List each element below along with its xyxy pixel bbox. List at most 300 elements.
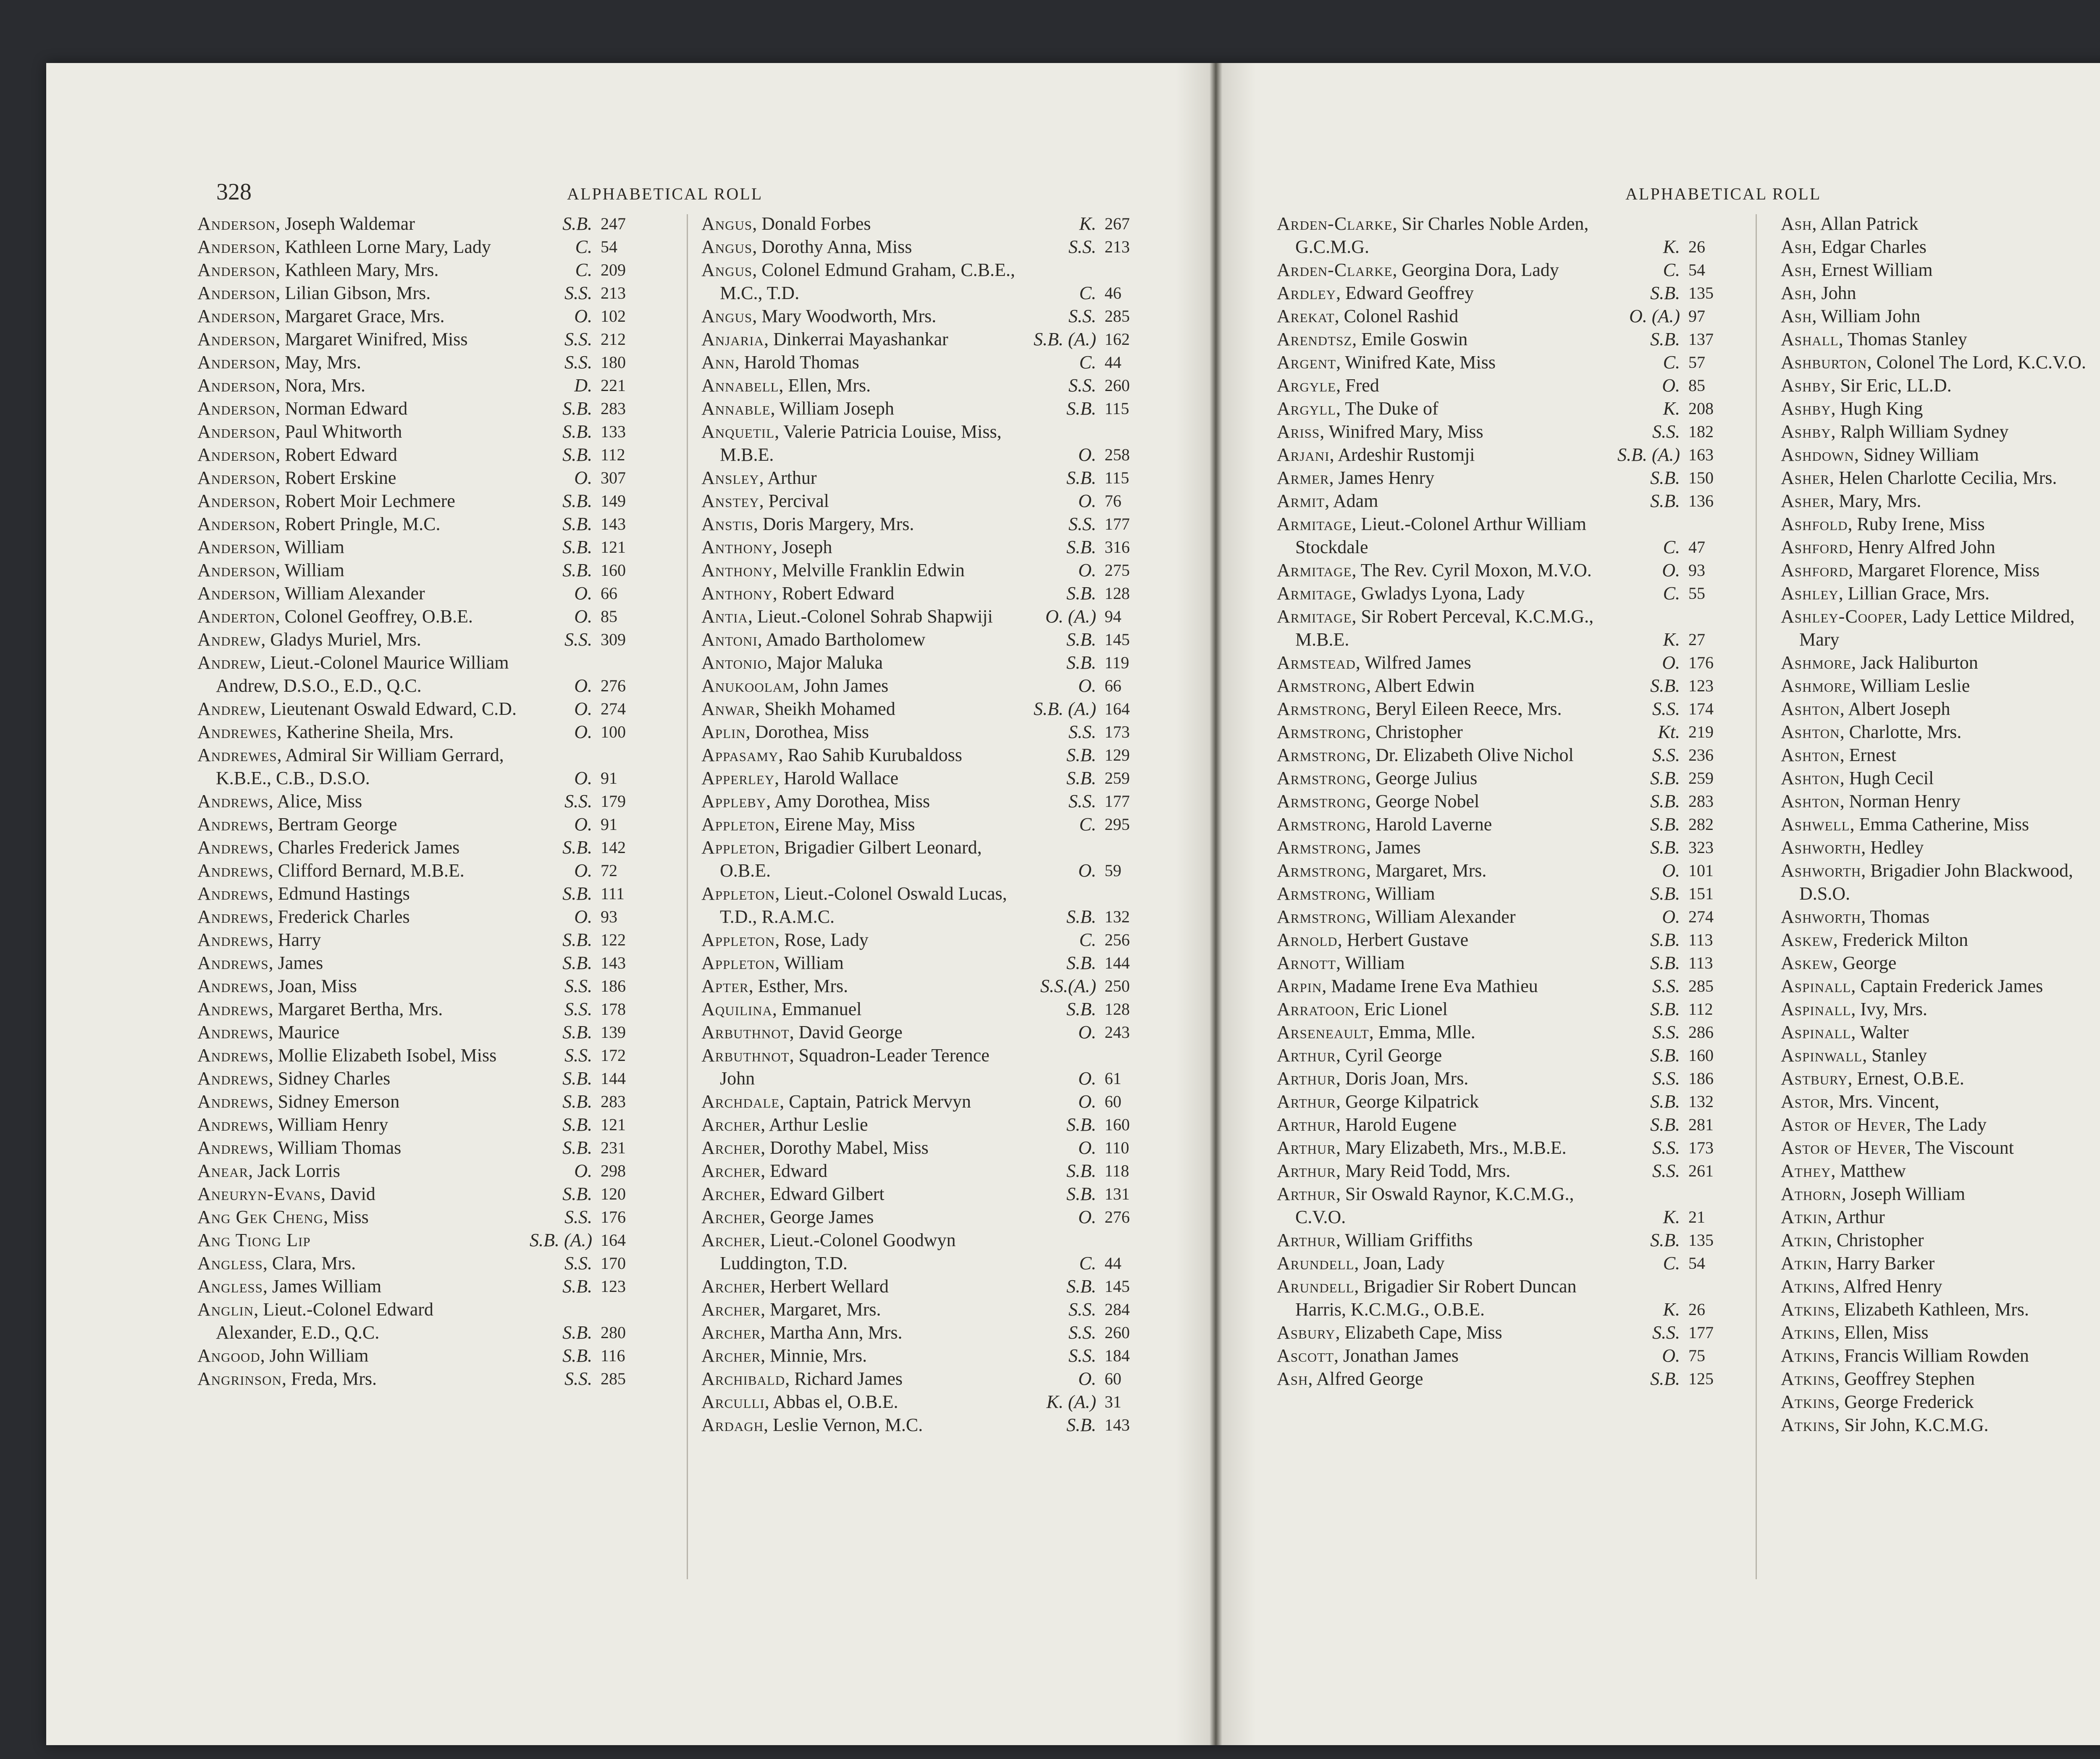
entry-given-names: , Eric Lionel: [1354, 999, 1448, 1019]
entry-class: C.: [1663, 537, 1680, 557]
entry-class: S.B.: [1066, 768, 1096, 788]
entry-given-names: , Doris Margery, Mrs.: [753, 514, 914, 534]
entry-surname: Archer: [701, 1230, 761, 1250]
entry-class: O.: [1078, 444, 1096, 465]
entry-surname: Armstead: [1277, 652, 1356, 673]
roll-entry: [701, 1413, 1147, 1436]
entry-surname: Astbury: [1781, 1068, 1848, 1089]
entry-given-names: , Norman Edward: [276, 398, 408, 419]
entry-name: [1781, 281, 2100, 305]
roll-entry: [1781, 813, 2100, 836]
entry-given-names: , Alice, Miss: [268, 791, 362, 811]
entry-surname: Argent: [1277, 352, 1336, 373]
entry-class: K.: [1079, 213, 1096, 234]
roll-entry: [197, 1021, 643, 1044]
entry-page-ref: 132: [1688, 1092, 1714, 1111]
entry-page-ref: 283: [601, 1092, 626, 1111]
roll-entry: [197, 951, 643, 974]
roll-entry: [1277, 882, 1730, 905]
entry-class: S.B.: [1066, 652, 1096, 673]
entry-given-names: , Ruby Irene, Miss: [1848, 514, 1985, 534]
entry-name: [1277, 212, 1730, 258]
roll-entry: [1781, 397, 2100, 420]
entry-surname: Armitage: [1277, 560, 1352, 580]
entry-given-names: , Margaret Grace, Mrs.: [276, 306, 445, 326]
entry-surname: Anjaria: [701, 329, 764, 349]
entry-given-names: , David: [321, 1184, 375, 1204]
entry-given-names: , David George: [789, 1022, 903, 1042]
roll-entry: [1277, 489, 1730, 512]
entry-surname: Andrews: [197, 860, 269, 881]
entry-given-names: , The Duke of: [1336, 398, 1438, 419]
entry-surname: Ashmore: [1781, 652, 1851, 673]
entry-surname: Anderson: [197, 375, 276, 396]
entry-surname: Appleton: [701, 814, 775, 835]
entry-given-names: , Major Maluka: [767, 652, 883, 673]
entry-class: S.S.: [564, 1045, 592, 1066]
entry-name: [1781, 351, 2100, 374]
entry-class: S.B.: [562, 883, 592, 904]
entry-page-ref: 44: [1105, 1254, 1121, 1273]
entry-given-names: , Albert Joseph: [1840, 698, 1950, 719]
entry-name: [1781, 536, 2100, 559]
entry-page-ref: 162: [1105, 330, 1130, 349]
entry-class: O.: [1662, 1345, 1680, 1366]
entry-given-names: , Melville Franklin Edwin: [772, 560, 965, 580]
entry-class: S.B.: [1650, 1045, 1680, 1066]
entry-surname: Aspinall: [1781, 999, 1851, 1019]
entry-surname: Atkins: [1781, 1299, 1835, 1320]
entry-page-ref: 101: [1688, 861, 1714, 880]
entry-page-ref: 145: [1105, 1277, 1130, 1296]
entry-surname: Andrews: [197, 883, 269, 904]
entry-class: S.S.: [1652, 1022, 1680, 1042]
entry-page-ref: 123: [601, 1277, 626, 1296]
entry-surname: Atkin: [1781, 1253, 1827, 1273]
entry-class: S.S.: [1652, 745, 1680, 765]
entry-given-names: , Sir Robert Perceval, K.C.M.G., M.B.E.: [1295, 606, 1594, 650]
entry-surname: Arden-Clarke: [1277, 260, 1393, 280]
entry-page-ref: 60: [1105, 1369, 1121, 1388]
right-page: [1256, 63, 2100, 1745]
entry-given-names: , Margaret Florence, Miss: [1848, 560, 2040, 580]
entry-class: C.: [1079, 814, 1096, 835]
entry-page-ref: 31: [1105, 1392, 1121, 1411]
entry-given-names: , Jack Haliburton: [1851, 652, 1978, 673]
entry-given-names: , Colonel Geoffrey, O.B.E.: [275, 606, 473, 627]
entry-page-ref: 111: [601, 884, 625, 903]
roll-entry: [1781, 790, 2100, 813]
entry-given-names: , Cyril George: [1336, 1045, 1442, 1066]
entry-surname: Andrew: [197, 629, 261, 650]
entry-given-names: , Colonel Rashid: [1334, 306, 1459, 326]
entry-name: [1781, 1136, 2100, 1159]
entry-page-ref: 72: [601, 861, 617, 880]
entry-given-names: , William: [276, 537, 344, 557]
entry-given-names: , Georgina Dora, Lady: [1392, 260, 1559, 280]
entry-given-names: , Emile Goswin: [1352, 329, 1468, 349]
entry-column: [701, 212, 1147, 1436]
entry-page-ref: 307: [601, 468, 626, 487]
entry-given-names: , Margaret, Mrs.: [1366, 860, 1487, 881]
entry-surname: Appleton: [701, 953, 775, 973]
entry-given-names: , Alfred George: [1308, 1368, 1423, 1389]
entry-surname: Atkins: [1781, 1391, 1835, 1412]
entry-class: S.B.: [1066, 583, 1096, 604]
roll-entry: [197, 1159, 643, 1182]
entry-given-names: , Sir Oswald Raynor, K.C.M.G., C.V.O.: [1295, 1184, 1574, 1227]
entry-given-names: , Jack Lorris: [248, 1160, 340, 1181]
entry-page-ref: 151: [1688, 884, 1714, 903]
entry-given-names: , Frederick Charles: [268, 906, 410, 927]
entry-surname: Anthony: [701, 583, 773, 604]
entry-page-ref: 21: [1688, 1208, 1705, 1226]
entry-given-names: , Sidney Charles: [268, 1068, 391, 1089]
entry-class: S.B.: [1066, 1415, 1096, 1435]
entry-surname: Ashton: [1781, 722, 1840, 742]
roll-entry: [701, 374, 1147, 397]
entry-given-names: , Robert Moir Lechmere: [276, 491, 455, 511]
roll-entry: [1277, 1367, 1730, 1390]
entry-class: K.: [1663, 1207, 1680, 1227]
roll-entry: [1277, 1136, 1730, 1159]
entry-class: K. (A.): [1046, 1391, 1096, 1412]
entry-given-names: , Minnie, Mrs.: [761, 1345, 867, 1366]
roll-entry: [1277, 951, 1730, 974]
entry-given-names: , May, Mrs.: [276, 352, 361, 373]
entry-given-names: , Lady Lettice Mildred, Mary: [1799, 606, 2075, 650]
entry-given-names: , Norman Henry: [1840, 791, 1961, 811]
roll-entry: [1781, 1413, 2100, 1436]
entry-given-names: , Ernest: [1840, 745, 1896, 765]
entry-surname: Anderson: [197, 560, 276, 580]
entry-name: [1781, 651, 2100, 674]
entry-given-names: , Katherine Sheila, Mrs.: [277, 722, 454, 742]
entry-given-names: , Helen Charlotte Cecilia, Mrs.: [1830, 467, 2057, 488]
entry-page-ref: 135: [1688, 1231, 1714, 1250]
entry-page-ref: 179: [601, 792, 626, 811]
entry-given-names: , Lieut.-Colonel Arthur William Stockdale: [1295, 514, 1586, 557]
entry-class: O. (A.): [1045, 606, 1096, 627]
entry-surname: Anderson: [197, 213, 276, 234]
entry-surname: Armstrong: [1277, 883, 1367, 904]
roll-entry: [1781, 328, 2100, 351]
entry-column: [1277, 212, 1730, 1390]
entry-surname: Andrews: [197, 999, 269, 1019]
entry-given-names: , Joseph: [772, 537, 832, 557]
entry-name: [1781, 212, 2100, 235]
entry-surname: Anderson: [197, 467, 276, 488]
page-number: 328: [216, 179, 252, 205]
entry-given-names: , James: [268, 953, 323, 973]
entry-class: S.S.: [564, 791, 592, 811]
entry-surname: Angrinson: [197, 1368, 282, 1389]
entry-surname: Angood: [197, 1345, 260, 1366]
entry-name: [1277, 397, 1730, 420]
entry-given-names: , Joseph William: [1841, 1184, 1965, 1204]
entry-class: S.S.: [1068, 791, 1096, 811]
entry-surname: Andrews: [197, 1091, 269, 1112]
entry-class: O.: [574, 675, 592, 696]
roll-entry: [197, 928, 643, 951]
entry-page-ref: 26: [1688, 237, 1705, 256]
entry-page-ref: 66: [601, 584, 617, 603]
entry-class: S.S.: [564, 629, 592, 650]
entry-page-ref: 143: [1105, 1415, 1130, 1434]
entry-page-ref: 116: [601, 1346, 625, 1365]
entry-name: [1781, 905, 2100, 928]
roll-entry: [701, 720, 1147, 743]
entry-name: [1781, 466, 2100, 489]
entry-name: [1277, 351, 1730, 374]
entry-page-ref: 160: [601, 561, 626, 580]
entry-surname: Ascott: [1277, 1345, 1334, 1366]
entry-surname: Atkins: [1781, 1345, 1835, 1366]
entry-class: S.B.: [1650, 1230, 1680, 1250]
entry-page-ref: 133: [601, 422, 626, 441]
entry-class: S.B.: [562, 1091, 592, 1112]
roll-entry: [701, 512, 1147, 536]
roll-entry: [1277, 1090, 1730, 1113]
entry-name: [1277, 1275, 1730, 1321]
entry-given-names: , Adam: [1325, 491, 1378, 511]
entry-page-ref: 47: [1688, 538, 1705, 557]
entry-given-names: , Allan Patrick: [1812, 213, 1919, 234]
entry-page-ref: 298: [601, 1161, 626, 1180]
roll-entry: [1781, 674, 2100, 697]
roll-entry: [701, 882, 1147, 928]
entry-page-ref: 274: [1688, 907, 1714, 926]
roll-entry: [1781, 651, 2100, 674]
entry-given-names: , John James: [794, 675, 889, 696]
entry-page-ref: 93: [1688, 561, 1705, 580]
roll-entry: [701, 1390, 1147, 1413]
entry-page-ref: 260: [1105, 376, 1130, 395]
entry-class: S.S.: [564, 352, 592, 373]
roll-entry: [1781, 905, 2100, 928]
entry-name: [1781, 1021, 2100, 1044]
entry-page-ref: 57: [1688, 353, 1705, 372]
running-head: ALPHABETICAL ROLL: [1625, 184, 1822, 203]
roll-entry: [1781, 582, 2100, 605]
entry-surname: Armstrong: [1277, 814, 1367, 835]
entry-given-names: , Eirene May, Miss: [775, 814, 915, 835]
entry-given-names: , Emmanuel: [772, 999, 862, 1019]
entry-given-names: , Robert Edward: [772, 583, 895, 604]
entry-given-names: , Geoffrey Stephen: [1835, 1368, 1975, 1389]
entry-class: O.: [1078, 1207, 1096, 1227]
entry-surname: Arratoon: [1277, 999, 1355, 1019]
roll-entry: [1277, 1229, 1730, 1252]
entry-class: S.S.: [1652, 1322, 1680, 1343]
entry-given-names: , Christopher: [1827, 1230, 1924, 1250]
entry-surname: Arekat: [1277, 306, 1335, 326]
entry-class: S.B.: [1650, 791, 1680, 811]
roll-entry: [1781, 466, 2100, 489]
entry-class: S.S.: [1068, 236, 1096, 257]
entry-surname: Anderson: [197, 491, 276, 511]
roll-entry: [1781, 605, 2100, 651]
entry-given-names: , Gladys Muriel, Mrs.: [261, 629, 421, 650]
entry-surname: Asher: [1781, 491, 1830, 511]
entry-given-names: , Arthur Leslie: [761, 1114, 868, 1135]
entry-class: S.B.: [1066, 1160, 1096, 1181]
entry-given-names: , Miss: [323, 1207, 369, 1227]
entry-given-names: , Lieut.-Colonel Maurice William Andrew, D.S.O., E.D., Q.C.: [216, 652, 509, 696]
entry-given-names: , Paul Whitworth: [276, 421, 402, 442]
entry-given-names: , Henry Alfred John: [1848, 537, 1995, 557]
entry-surname: Ashford: [1781, 537, 1849, 557]
roll-entry: [1781, 951, 2100, 974]
entry-surname: Ash: [1277, 1368, 1308, 1389]
entry-name: [1781, 720, 2100, 743]
entry-page-ref: 120: [601, 1184, 626, 1203]
entry-page-ref: 177: [1105, 515, 1130, 533]
roll-entry: [1277, 1044, 1730, 1067]
entry-given-names: , Edward: [761, 1160, 827, 1181]
entry-class: C.: [1663, 352, 1680, 373]
entry-page-ref: 27: [1688, 630, 1705, 649]
entry-surname: Ashby: [1781, 421, 1831, 442]
entry-page-ref: 94: [1105, 607, 1121, 626]
entry-class: S.B.: [1066, 1114, 1096, 1135]
entry-class: S.B.: [1650, 837, 1680, 858]
entry-surname: Arundell: [1277, 1276, 1354, 1297]
entry-given-names: , Mary Reid Todd, Mrs.: [1336, 1160, 1511, 1181]
entry-given-names: , Margaret Winifred, Miss: [276, 329, 468, 349]
roll-entry: [1277, 651, 1730, 674]
roll-entry: [1781, 1367, 2100, 1390]
roll-entry: [197, 559, 643, 582]
entry-class: S.S.: [1068, 306, 1096, 326]
entry-surname: Annabell: [701, 375, 779, 396]
roll-entry: [1781, 420, 2100, 443]
roll-entry: [701, 1321, 1147, 1344]
entry-surname: Andrews: [197, 1045, 269, 1066]
entry-page-ref: 112: [601, 445, 625, 464]
roll-entry: [701, 328, 1147, 351]
roll-entry: [197, 582, 643, 605]
roll-entry: [197, 1044, 643, 1067]
roll-entry: [1781, 697, 2100, 720]
roll-entry: [1277, 305, 1730, 328]
entry-class: S.B.: [562, 537, 592, 557]
entry-surname: Anglin: [197, 1299, 254, 1320]
roll-entry: [197, 443, 643, 466]
entry-page-ref: 135: [1688, 284, 1714, 302]
entry-surname: Argyll: [1277, 398, 1336, 419]
entry-surname: Arthur: [1277, 1160, 1336, 1181]
entry-given-names: , Sir John, K.C.M.G.: [1835, 1415, 1989, 1435]
entry-class: D.: [574, 375, 592, 396]
roll-entry: [1781, 859, 2100, 905]
entry-surname: Apter: [701, 976, 749, 996]
entry-given-names: , William Alexander: [276, 583, 425, 604]
entry-given-names: , Squadron-Leader Terence John: [720, 1045, 990, 1089]
entry-given-names: , Beryl Eileen Reece, Mrs.: [1366, 698, 1562, 719]
roll-entry: [197, 1136, 643, 1159]
entry-surname: Appleby: [701, 791, 766, 811]
roll-entry: [197, 790, 643, 813]
entry-surname: Appleton: [701, 837, 775, 858]
entry-surname: Athey: [1781, 1160, 1831, 1181]
roll-entry: [701, 928, 1147, 951]
entry-name: [1781, 258, 2100, 281]
entry-given-names: , Martha Ann, Mrs.: [761, 1322, 903, 1343]
entry-given-names: , Margaret Bertha, Mrs.: [268, 999, 443, 1019]
roll-entry: [1781, 1044, 2100, 1067]
entry-surname: Ang Tiong Lip: [197, 1230, 311, 1250]
entry-given-names: , Edward Gilbert: [761, 1184, 885, 1204]
entry-given-names: , Thomas: [1861, 906, 1930, 927]
entry-given-names: , Rose, Lady: [775, 929, 869, 950]
roll-entry: [197, 258, 643, 281]
entry-surname: Armstrong: [1277, 675, 1367, 696]
entry-given-names: , Elizabeth Cape, Miss: [1335, 1322, 1502, 1343]
entry-given-names: , James William: [262, 1276, 382, 1297]
entry-class: K.: [1663, 1299, 1680, 1320]
entry-surname: Anderson: [197, 398, 276, 419]
entry-name: [1781, 813, 2100, 836]
entry-page-ref: 160: [1105, 1115, 1130, 1134]
roll-entry: [701, 998, 1147, 1021]
entry-page-ref: 177: [1105, 792, 1130, 811]
roll-entry: [197, 743, 643, 790]
entry-surname: Archer: [701, 1207, 761, 1227]
entry-given-names: , Nora, Mrs.: [276, 375, 366, 396]
entry-given-names: , Lieut.-Colonel Sohrab Shapwiji: [748, 606, 993, 627]
entry-name: [1781, 998, 2100, 1021]
entry-surname: Ansley: [701, 467, 759, 488]
roll-entry: [197, 489, 643, 512]
entry-class: K.: [1663, 236, 1680, 257]
entry-surname: Ash: [1781, 236, 1812, 257]
entry-surname: Angus: [701, 236, 753, 257]
entry-given-names: , Ernest William: [1812, 260, 1933, 280]
entry-page-ref: 285: [601, 1369, 626, 1388]
entry-name: [1781, 1205, 2100, 1229]
entry-given-names: , George Kilpatrick: [1336, 1091, 1479, 1112]
roll-entry: [1277, 767, 1730, 790]
entry-class: O.: [1078, 675, 1096, 696]
entry-given-names: , George James: [761, 1207, 874, 1227]
entry-given-names: , Matthew: [1831, 1160, 1906, 1181]
roll-entry: [1781, 1205, 2100, 1229]
entry-given-names: , Dorothy Anna, Miss: [752, 236, 912, 257]
entry-surname: Armstrong: [1277, 860, 1367, 881]
entry-class: C.: [575, 236, 592, 257]
entry-surname: Arjani: [1277, 444, 1330, 465]
roll-entry: [1277, 1182, 1730, 1229]
roll-entry: [197, 351, 643, 374]
entry-given-names: , Joan, Lady: [1354, 1253, 1445, 1273]
entry-name: [1781, 1182, 2100, 1205]
entry-name: [1781, 443, 2100, 466]
roll-entry: [197, 328, 643, 351]
roll-entry: [1277, 582, 1730, 605]
entry-given-names: , Harold Laverne: [1366, 814, 1492, 835]
roll-entry: [1781, 235, 2100, 258]
entry-surname: Anderson: [197, 537, 276, 557]
entry-given-names: , Winifred Mary, Miss: [1320, 421, 1483, 442]
entry-page-ref: 284: [1105, 1300, 1130, 1319]
entry-given-names: , Wilfred James: [1355, 652, 1471, 673]
roll-entry: [1277, 836, 1730, 859]
entry-surname: Anderson: [197, 329, 276, 349]
entry-page-ref: 112: [1688, 1000, 1713, 1019]
entry-name: [1277, 512, 1730, 559]
entry-surname: Arden-Clarke: [1277, 213, 1393, 234]
